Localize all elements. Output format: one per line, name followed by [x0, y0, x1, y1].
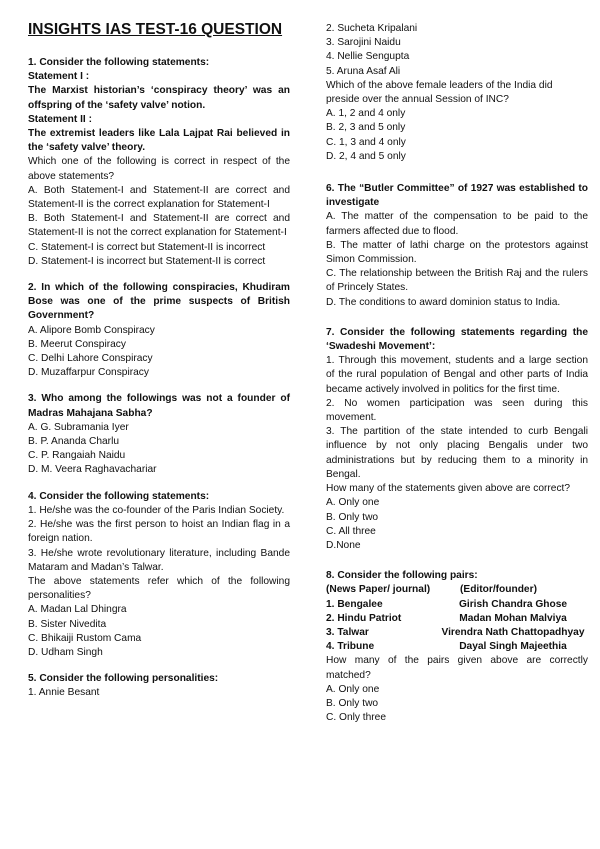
pair-paper: 4. Tribune: [326, 641, 375, 653]
list-item: 2. Sucheta Kripalani: [326, 23, 418, 34]
question-5-prompt: Which of the above female leaders of the India did preside over the annual Session of INC?: [326, 79, 553, 106]
question-8: [326, 569, 588, 725]
page-title: INSIGHTS IAS TEST-16 QUESTION: [28, 21, 283, 38]
pair-editor: Madan Mohan Malviya: [459, 612, 567, 624]
option: C. Statement-I is correct but Statement-II is incorrect: [28, 241, 266, 253]
list-item: 1. Annie Besant: [28, 687, 100, 699]
statement: 2. He/she was the first person to hoist an Indian flag in a foreign nation.: [28, 519, 290, 545]
statement-2-label: Statement II :: [28, 113, 92, 125]
question-5-head: 5. Consider the following personalities:: [28, 673, 219, 685]
pair-row: [326, 626, 588, 640]
option: B. The matter of lathi charge on the protestors against Simon Commission.: [326, 239, 588, 266]
pairs-col-2-header: (Editor/founder): [460, 584, 537, 596]
option: A. Only one: [326, 497, 380, 509]
option: A. Madan Lal Dhingra: [28, 604, 127, 616]
pair-row: [326, 640, 588, 654]
option: C. Delhi Lahore Conspiracy: [28, 353, 153, 365]
statement: 1. He/she was the co-founder of the Paris Indian Society.: [28, 504, 285, 516]
option: B. P. Ananda Charlu: [28, 436, 119, 448]
option: D. The conditions to award dominion status to India.: [326, 296, 561, 308]
option: A. 1, 2 and 4 only: [326, 108, 406, 120]
pair-editor: Girish Chandra Ghose: [458, 598, 568, 610]
question-8-head: 8. Consider the following pairs:: [326, 570, 478, 582]
option: D. Udham Singh: [28, 646, 103, 658]
option: B. Meerut Conspiracy: [28, 338, 126, 350]
question-7: [326, 326, 588, 553]
statement-1-text: The Marxist historian’s ‘conspiracy theory’ was an offspring of the ‘safety valve’ notion.: [28, 85, 290, 111]
option: A. G. Subramania Iyer: [28, 421, 129, 433]
statement: 1. Through this movement, students and a large section of the rural population of Bengal and other parts of India became actively involved in politics for the first time.: [326, 355, 588, 395]
option: C. Bhikaiji Rustom Cama: [28, 632, 142, 644]
question-8-prompt: How many of the pairs given above are correctly matched?: [326, 655, 588, 681]
option: D.None: [326, 539, 361, 551]
option: A. Both Statement-I and Statement-II are correct and Statement-II is the correct explanation for Statement-I: [28, 184, 290, 211]
pairs-header: [326, 583, 588, 597]
pairs-col-1-header: (News Paper/ journal): [326, 584, 431, 596]
option: C. P. Rangaiah Naidu: [28, 450, 126, 462]
list-item: 3. Sarojini Naidu: [326, 37, 401, 49]
question-4-head: 4. Consider the following statements:: [28, 490, 210, 502]
pair-row: [326, 612, 588, 626]
list-item: 4. Nellie Sengupta: [326, 51, 410, 63]
pair-paper: 1. Bengalee: [326, 598, 383, 610]
option: D. Statement-I is incorrect but Statement-II is correct: [28, 255, 266, 267]
question-4-prompt: The above statements refer which of the following personalities?: [28, 575, 290, 602]
option: B. Both Statement-I and Statement-II are correct and Statement-II is not the correct explanation for Statement-I: [28, 213, 290, 239]
question-3: [28, 392, 290, 477]
question-5-cont: [326, 22, 588, 164]
option: A. The matter of the compensation to be paid to the farmers affected due to flood.: [326, 211, 588, 237]
option: B. Sister Nivedita: [28, 618, 107, 630]
option: C. The relationship between the British Raj and the rulers of Princely States.: [326, 268, 588, 294]
question-1: [28, 56, 290, 269]
option: D. 2, 4 and 5 only: [326, 150, 406, 162]
option: B. 2, 3 and 5 only: [326, 122, 406, 134]
question-5-start: [28, 672, 290, 700]
question-4: [28, 490, 290, 660]
statement-2-text: The extremist leaders like Lala Lajpat Rai believed in the ‘safety valve’ theory.: [28, 128, 290, 154]
pair-editor: Virendra Nath Chattopadhyay: [441, 626, 585, 638]
option: A. Only one: [326, 683, 380, 695]
question-7-head: 7. Consider the following statements regarding the ‘Swadeshi Movement’:: [326, 326, 588, 353]
question-3-head: 3. Who among the followings was not a founder of Madras Mahajana Sabha?: [28, 393, 290, 419]
question-6-head: 6. The “Butler Committee” of 1927 was established to investigate: [326, 183, 588, 209]
question-2-head: 2. In which of the following conspiracies, Khudiram Bose was one of the prime suspects of British Government?: [28, 282, 290, 322]
question-6: [326, 182, 588, 310]
question-1-head: 1. Consider the following statements:: [28, 57, 210, 68]
pair-editor: Dayal Singh Majeethia: [459, 641, 567, 653]
list-item: 5. Aruna Asaf Ali: [326, 65, 401, 77]
option: C. Only three: [326, 712, 387, 724]
pair-paper: 2. Hindu Patriot: [326, 612, 402, 624]
question-1-prompt: Which one of the following is correct in respect of the above statements?: [28, 156, 290, 182]
question-7-prompt: How many of the statements given above are correct?: [326, 483, 571, 495]
option: C. 1, 3 and 4 only: [326, 136, 406, 148]
statement: 2. No women participation was seen during this movement.: [326, 397, 588, 424]
statement-1-label: Statement I :: [28, 71, 90, 83]
option: A. Alipore Bomb Conspiracy: [28, 324, 155, 336]
option: D. M. Veera Raghavachariar: [28, 464, 157, 476]
statement: 3. The partition of the state intended to curb Bengali influence by not only placing Bengalis under two administrations but by reducing them to a minority in Bengal.: [326, 426, 588, 480]
left-column: [28, 20, 290, 713]
option: B. Only two: [326, 697, 379, 709]
pair-paper: 3. Talwar: [326, 626, 369, 638]
option: B. Only two: [326, 511, 379, 523]
option: C. All three: [326, 525, 376, 537]
pair-row: [326, 598, 588, 612]
option: D. Muzaffarpur Conspiracy: [28, 367, 149, 379]
question-2: [28, 281, 290, 380]
right-column: [326, 22, 588, 737]
statement: 3. He/she wrote revolutionary literature, including Bande Mataram and Madan’s Talwar.: [28, 547, 290, 573]
